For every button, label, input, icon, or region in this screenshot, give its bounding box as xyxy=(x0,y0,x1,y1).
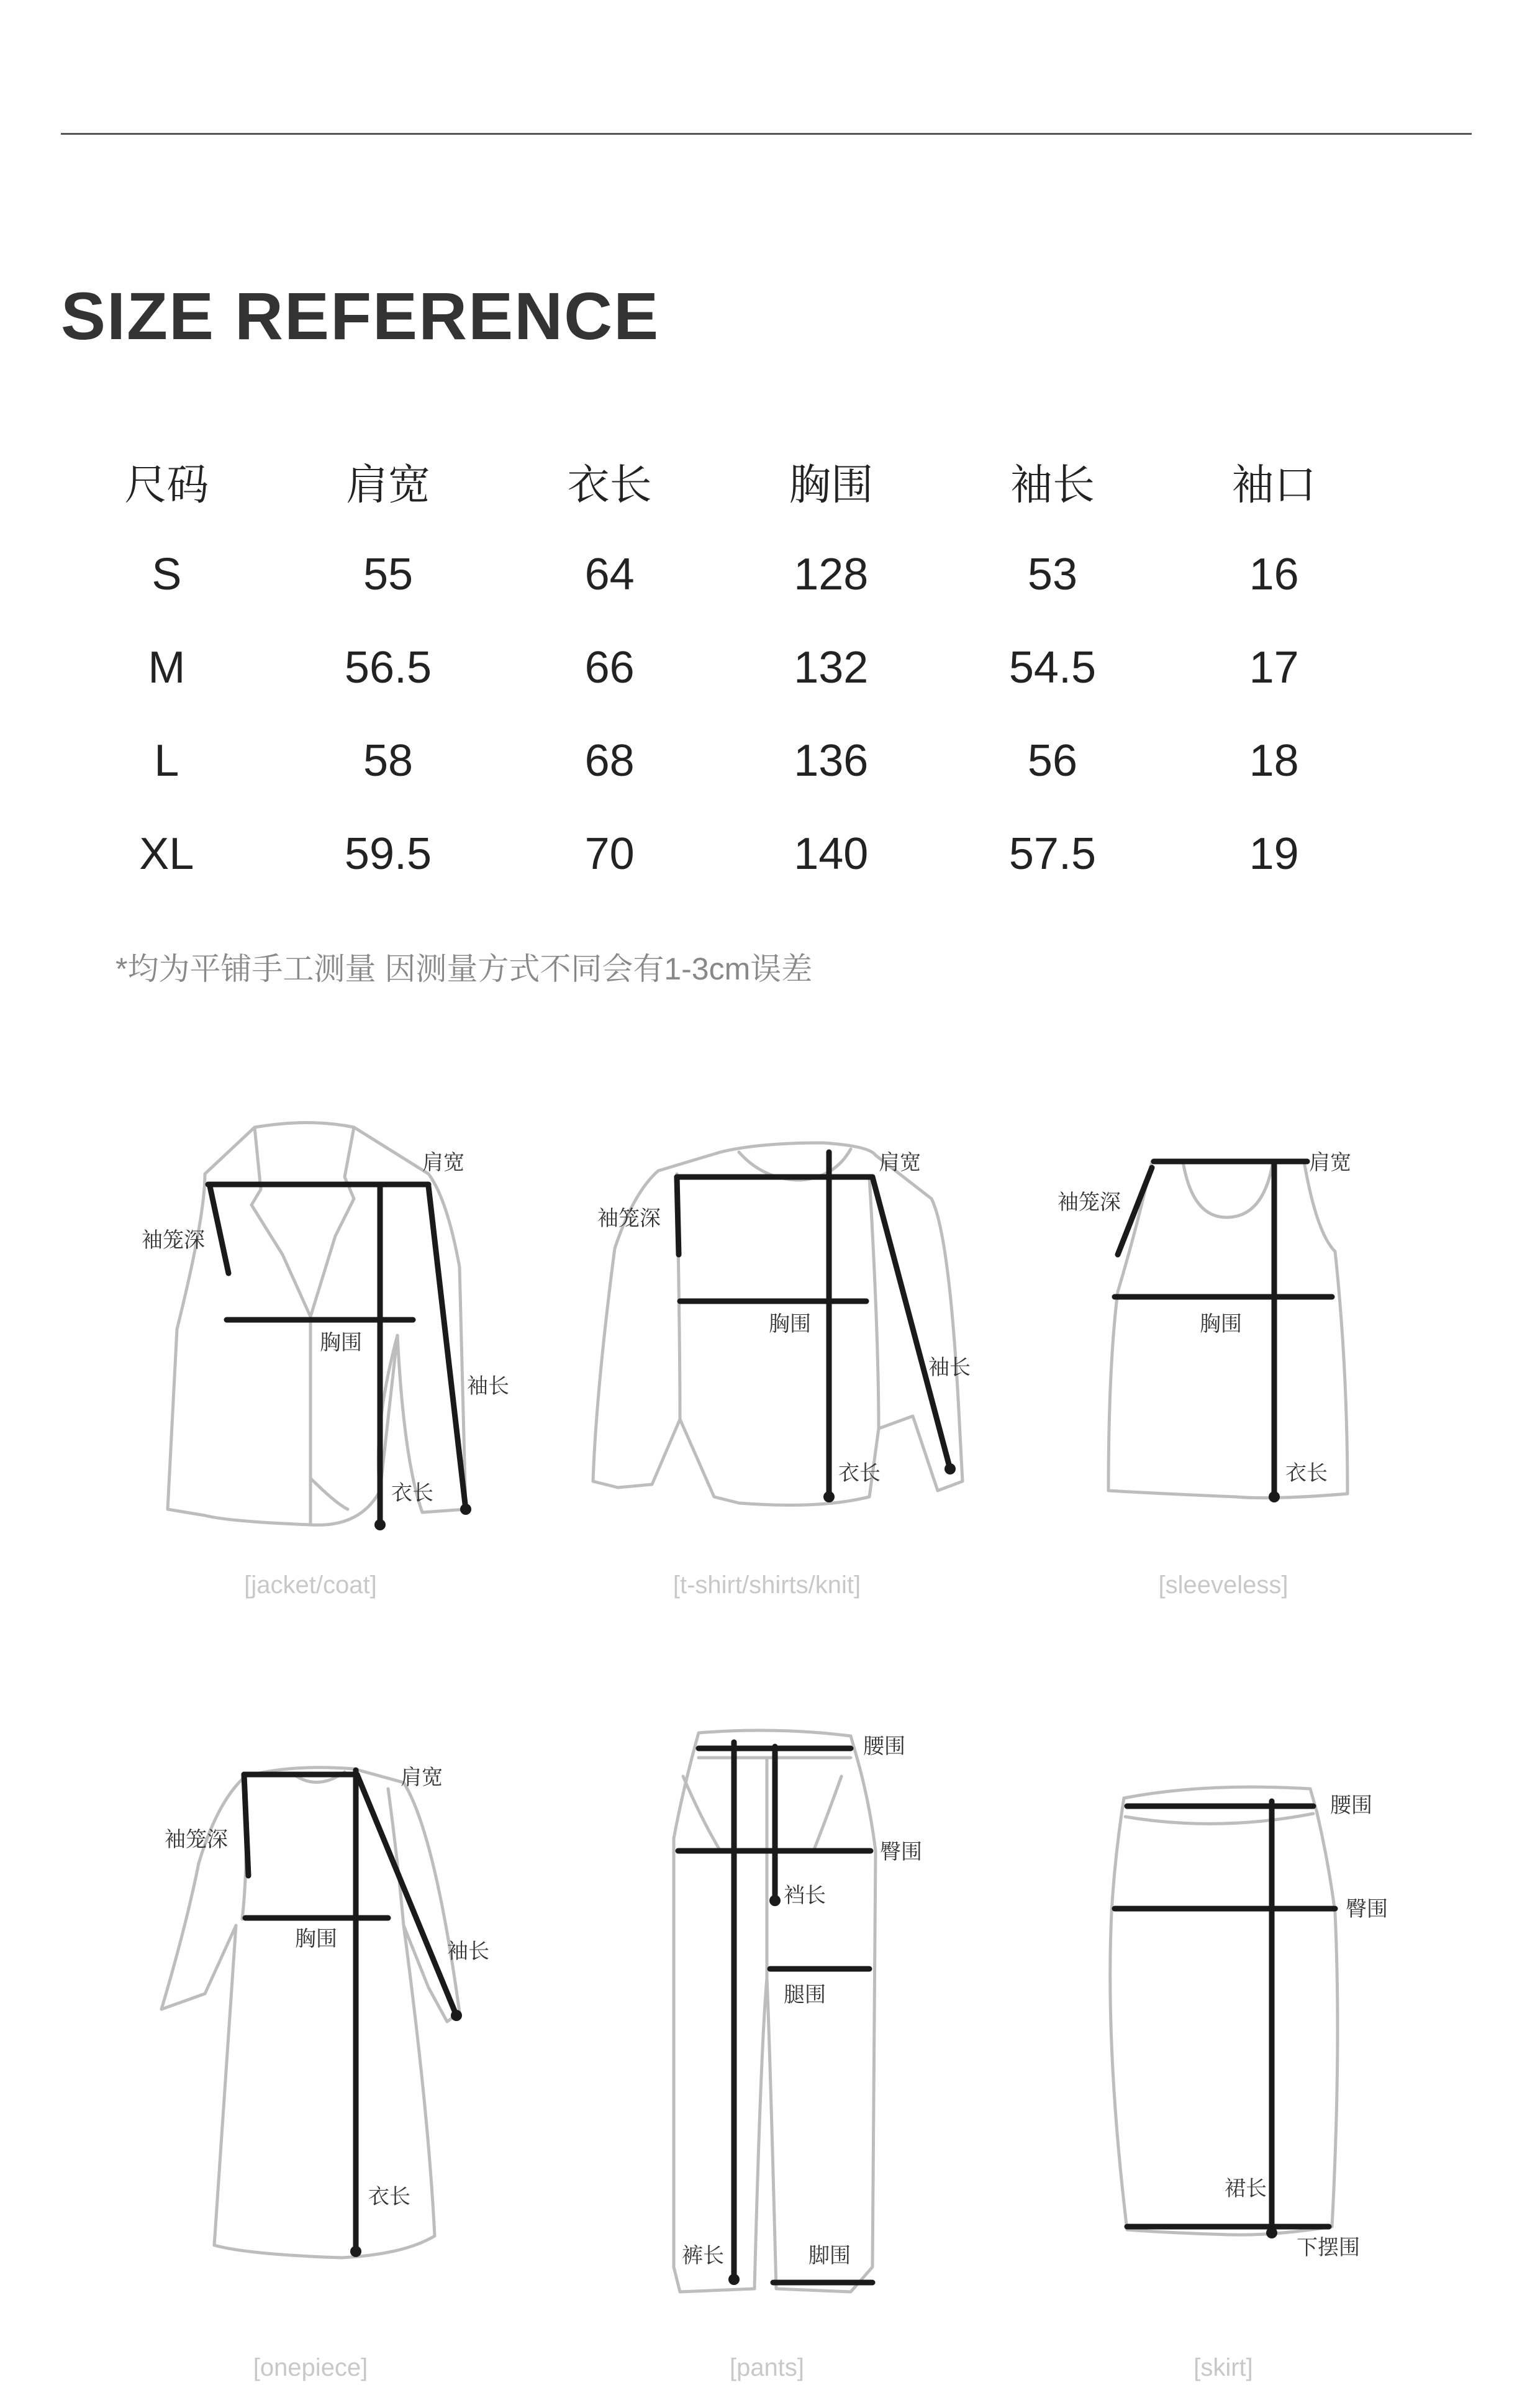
garment-sleeveless xyxy=(1058,1150,1351,1502)
label-chest: 胸围 xyxy=(769,1312,811,1337)
header-cuff: 袖口 xyxy=(1231,461,1316,509)
cell-shoulder: 56.5 xyxy=(344,643,432,693)
cell-cuff: 19 xyxy=(1249,829,1299,879)
label-shoulder: 肩宽 xyxy=(401,1765,443,1790)
label-shoulder: 肩宽 xyxy=(879,1150,921,1175)
label-shoulder: 肩宽 xyxy=(1309,1150,1351,1175)
cell-size: S xyxy=(152,550,182,599)
tshirt-measure-lines xyxy=(677,1152,956,1502)
label-length: 衣长 xyxy=(368,2184,410,2209)
cell-length: 66 xyxy=(584,643,635,693)
caption-pants: [pants] xyxy=(729,2354,805,2381)
cell-length: 68 xyxy=(584,736,635,786)
header-length: 衣长 xyxy=(567,461,652,509)
page-title: SIZE REFERENCE xyxy=(61,278,660,353)
label-sleeve: 袖长 xyxy=(447,1939,489,1964)
cell-cuff: 18 xyxy=(1249,736,1299,786)
label-chest: 胸围 xyxy=(295,1927,337,1951)
label-length: 衣长 xyxy=(391,1481,433,1506)
label-hem: 下摆围 xyxy=(1297,2235,1360,2260)
cell-size: XL xyxy=(139,829,194,879)
garment-tshirt xyxy=(593,1143,971,1505)
label-rise: 裆长 xyxy=(784,1883,826,1908)
cell-shoulder: 59.5 xyxy=(344,829,432,879)
cell-cuff: 17 xyxy=(1249,643,1299,693)
cell-length: 64 xyxy=(584,550,635,599)
cell-shoulder: 55 xyxy=(363,550,414,599)
label-thigh: 腿围 xyxy=(784,1983,826,2007)
cell-chest: 136 xyxy=(794,736,869,786)
label-armhole: 袖笼深 xyxy=(597,1206,661,1231)
label-length: 裤长 xyxy=(682,2243,724,2268)
caption-onepiece: [onepiece] xyxy=(253,2354,368,2381)
label-length: 衣长 xyxy=(1285,1461,1328,1486)
cell-cuff: 16 xyxy=(1249,550,1299,599)
cell-sleeve: 56 xyxy=(1027,736,1077,786)
label-hem: 脚围 xyxy=(808,2243,851,2268)
skirt-outline xyxy=(1110,1787,1338,2235)
caption-skirt: [skirt] xyxy=(1194,2354,1253,2381)
label-armhole: 袖笼深 xyxy=(1058,1190,1121,1215)
garment-onepiece xyxy=(161,1765,489,2258)
label-hip: 臀围 xyxy=(880,1840,922,1865)
label-armhole: 袖笼深 xyxy=(142,1228,205,1253)
label-shoulder: 肩宽 xyxy=(422,1150,464,1175)
cell-sleeve: 54.5 xyxy=(1008,643,1097,693)
cell-chest: 140 xyxy=(794,829,869,879)
label-waist: 腰围 xyxy=(1330,1793,1372,1818)
cell-sleeve: 53 xyxy=(1027,550,1077,599)
garment-skirt xyxy=(1110,1787,1388,2260)
garment-pants xyxy=(674,1730,922,2292)
header-chest: 胸围 xyxy=(789,461,874,509)
header-shoulder: 肩宽 xyxy=(345,461,430,509)
label-sleeve: 袖长 xyxy=(467,1374,509,1399)
label-armhole: 袖笼深 xyxy=(165,1827,228,1852)
measurement-note: *均为平铺手工测量 因测量方式不同会有1-3cm误差 xyxy=(116,952,813,986)
label-hip: 臀围 xyxy=(1346,1897,1388,1922)
cell-chest: 128 xyxy=(794,550,869,599)
caption-tshirt: [t-shirt/shirts/knit] xyxy=(673,1571,861,1599)
label-sleeve: 袖长 xyxy=(928,1355,971,1380)
label-length: 衣长 xyxy=(838,1461,881,1486)
garment-jacket-coat xyxy=(142,1123,509,1531)
cell-shoulder: 58 xyxy=(363,736,414,786)
caption-jacket-coat: [jacket/coat] xyxy=(244,1571,377,1599)
caption-sleeveless: [sleeveless] xyxy=(1158,1571,1289,1599)
label-length: 裙长 xyxy=(1225,2176,1267,2201)
cell-size: M xyxy=(148,643,186,693)
jacket-measure-lines xyxy=(208,1184,471,1530)
header-sleeve: 袖长 xyxy=(1010,461,1095,509)
skirt-measure-lines xyxy=(1115,1801,1335,2238)
label-waist: 腰围 xyxy=(863,1734,905,1759)
label-chest: 胸围 xyxy=(320,1330,362,1355)
cell-sleeve: 57.5 xyxy=(1008,829,1097,879)
cell-chest: 132 xyxy=(794,643,869,693)
label-chest: 胸围 xyxy=(1200,1312,1242,1337)
header-size: 尺码 xyxy=(124,461,209,509)
cell-length: 70 xyxy=(584,829,635,879)
onepiece-measure-lines xyxy=(244,1770,462,2257)
cell-size: L xyxy=(154,736,179,786)
